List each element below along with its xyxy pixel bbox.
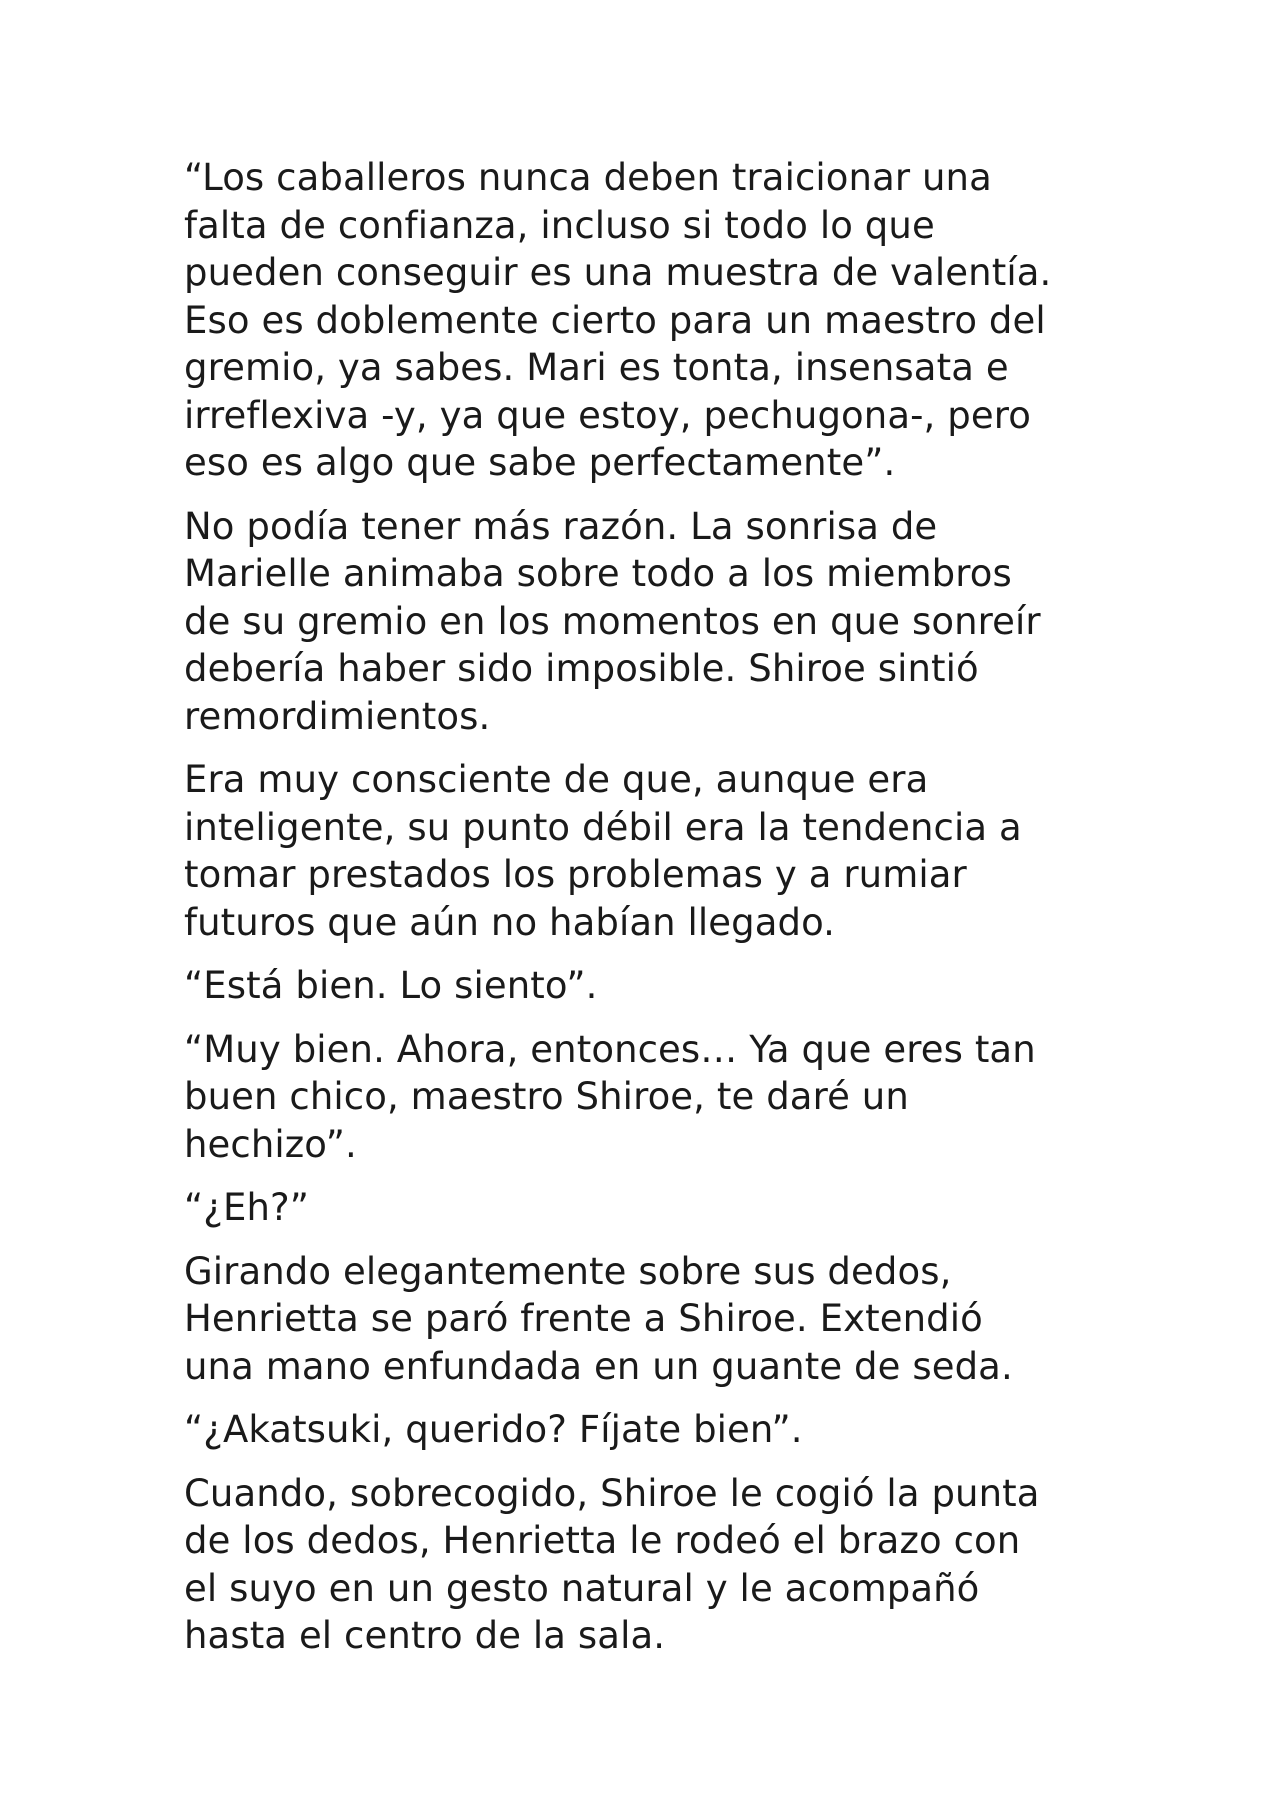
text-line: falta de confianza, incluso si todo lo que xyxy=(184,203,935,247)
text-line: gremio, ya sabes. Mari es tonta, insensata e xyxy=(184,346,1009,389)
text-line: “Los caballeros nunca deben traicionar una xyxy=(184,156,992,199)
text-line: Era muy consciente de que, aunque era xyxy=(184,758,929,801)
text-line: inteligente, su punto débil era la tendencia a xyxy=(184,805,1022,849)
text-line: “Está bien. Lo siento”. xyxy=(184,964,598,1007)
text-line: de los dedos, Henrietta le rodeó el brazo con xyxy=(184,1519,1021,1562)
text-line: Henrietta se paró frente a Shiroe. Extendió xyxy=(184,1297,983,1340)
paragraph xyxy=(184,503,1104,741)
text-line: hechizo”. xyxy=(184,1122,357,1166)
text-line: Eso es doblemente cierto para un maestro del xyxy=(184,298,1046,342)
paragraph xyxy=(184,1470,1104,1660)
text-line: pueden conseguir es una muestra de valentía. xyxy=(184,251,1052,294)
paragraph xyxy=(184,154,1104,487)
text-line: de su gremio en los momentos en que sonreír xyxy=(184,599,1041,643)
text-line: buen chico, maestro Shiroe, te daré un xyxy=(184,1075,909,1118)
text-line: una mano enfundada en un guante de seda. xyxy=(184,1344,1013,1388)
text-line: eso es algo que sabe perfectamente”. xyxy=(184,441,896,484)
text-line: debería haber sido imposible. Shiroe sintió xyxy=(184,647,979,690)
paragraph xyxy=(184,756,1104,946)
paragraph xyxy=(184,1184,1104,1232)
text-line: el suyo en un gesto natural y le acompañó xyxy=(184,1566,980,1610)
paragraph xyxy=(184,1406,1104,1454)
text-line: Cuando, sobrecogido, Shiroe le cogió la punta xyxy=(184,1471,1040,1515)
text-line: remordimientos. xyxy=(184,694,491,738)
text-line: “Muy bien. Ahora, entonces… Ya que eres tan xyxy=(184,1027,1036,1071)
text-line: futuros que aún no habían llegado. xyxy=(184,900,836,944)
text-line: tomar prestados los problemas y a rumiar xyxy=(184,853,967,896)
text-line: Marielle animaba sobre todo a los miembros xyxy=(184,552,1012,595)
text-line: No podía tener más razón. La sonrisa de xyxy=(184,504,938,548)
paragraph xyxy=(184,962,1104,1010)
text-line: “¿Akatsuki, querido? Fíjate bien”. xyxy=(184,1408,803,1451)
text-line: irreflexiva -y, ya que estoy, pechugona-, pero xyxy=(184,393,1031,437)
text-line: hasta el centro de la sala. xyxy=(184,1614,666,1657)
paragraph xyxy=(184,1248,1104,1391)
text-line: “¿Eh?” xyxy=(184,1186,310,1229)
paragraph xyxy=(184,1026,1104,1169)
text-line: Girando elegantemente sobre sus dedos, xyxy=(184,1249,952,1293)
body-text xyxy=(184,154,1104,1676)
